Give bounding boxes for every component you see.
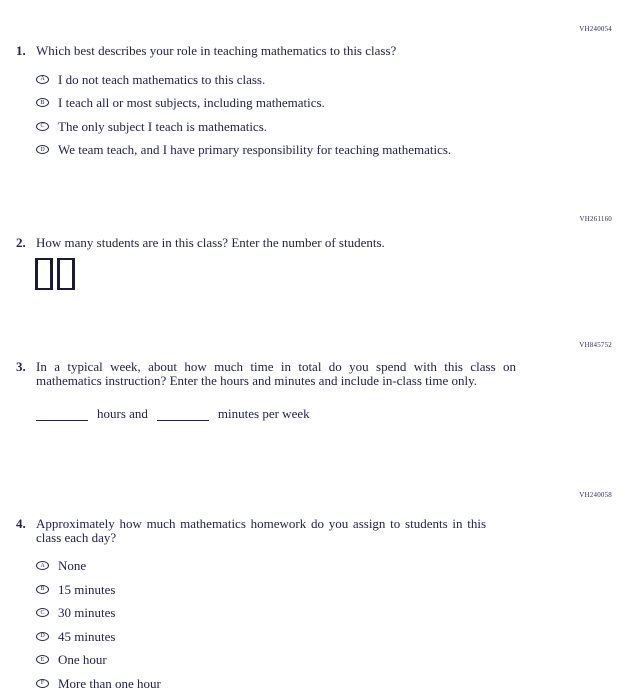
bubble-letter: C [40,609,45,616]
option-row[interactable] [36,120,451,134]
question-2 [16,236,385,290]
item-code: VH261160 [579,215,612,223]
question-1-options [36,73,451,157]
option-label: 15 minutes [58,581,116,597]
fill-in-blank-minutes[interactable] [157,408,209,421]
bubble-letter: E [40,656,45,663]
question-1-head [16,44,451,58]
question-3-head [16,360,516,387]
option-row[interactable] [36,96,451,110]
bubble-letter: A [40,76,45,83]
option-row[interactable] [36,559,486,573]
option-row[interactable] [36,73,451,87]
option-row[interactable] [36,606,486,620]
option-label: One hour [58,652,107,667]
answer-bubble-icon[interactable] [36,655,49,664]
bubble-letter: C [40,123,45,130]
answer-bubble-icon[interactable] [36,585,49,594]
answer-bubble-icon[interactable] [36,145,49,154]
question-number: 2. [16,235,26,250]
answer-bubble-icon[interactable] [36,75,49,84]
bubble-letter: A [40,562,45,569]
option-label: 45 minutes [58,628,116,644]
option-label: We team teach, and I have primary responsibility for teaching mathematics. [58,142,452,157]
option-label: The only subject I teach is mathematics. [58,118,268,134]
question-1 [16,44,451,167]
option-label: None [58,558,87,573]
student-count-entry [35,258,385,290]
question-4-head [16,517,486,544]
answer-bubble-icon[interactable] [36,608,49,617]
bubble-letter: B [40,586,45,593]
digit-box-1[interactable] [35,258,53,290]
question-text: Which best describes your role in teaching mathematics to this class? [36,43,397,58]
option-label: More than one hour [58,675,161,691]
answer-bubble-icon[interactable] [36,98,49,107]
bubble-letter: D [40,146,45,153]
bubble-letter: D [40,633,45,640]
question-text: In a typical week, about how much time in total do you spend with this class on mathematics instruction? Enter the hours and minutes and include in-class time only. [36,359,516,388]
option-row[interactable] [36,677,486,691]
fill-in-label-hours: hours and [97,406,148,421]
answer-bubble-icon[interactable] [36,561,49,570]
question-number: 4. [16,516,26,531]
option-row[interactable] [36,143,451,157]
bubble-letter: F [40,680,45,687]
item-code: VH240054 [579,25,612,33]
item-code: VH240058 [579,491,612,499]
question-2-head [16,236,385,250]
bubble-letter: B [40,99,45,106]
question-4-options [36,559,486,690]
option-row[interactable] [36,583,486,597]
digit-box-2[interactable] [57,258,75,290]
question-4 [16,517,486,697]
answer-bubble-icon[interactable] [36,632,49,641]
question-3 [16,360,516,421]
answer-bubble-icon[interactable] [36,122,49,131]
item-code: VH845752 [579,341,612,349]
answer-bubble-icon[interactable] [36,679,49,688]
option-row[interactable] [36,630,486,644]
time-entry-row [36,407,516,421]
fill-in-label-minutes: minutes per week [217,406,310,421]
question-text: How many students are in this class? Enter the number of students. [36,235,385,250]
question-text: Approximately how much mathematics homework do you assign to students in this class each day? [36,516,486,545]
option-label: I do not teach mathematics to this class. [58,71,266,87]
question-number: 1. [16,43,26,58]
option-label: 30 minutes [58,605,116,620]
option-label: I teach all or most subjects, including mathematics. [58,95,325,110]
fill-in-blank-hours[interactable] [36,408,88,421]
question-number: 3. [16,359,26,374]
option-row[interactable] [36,653,486,667]
